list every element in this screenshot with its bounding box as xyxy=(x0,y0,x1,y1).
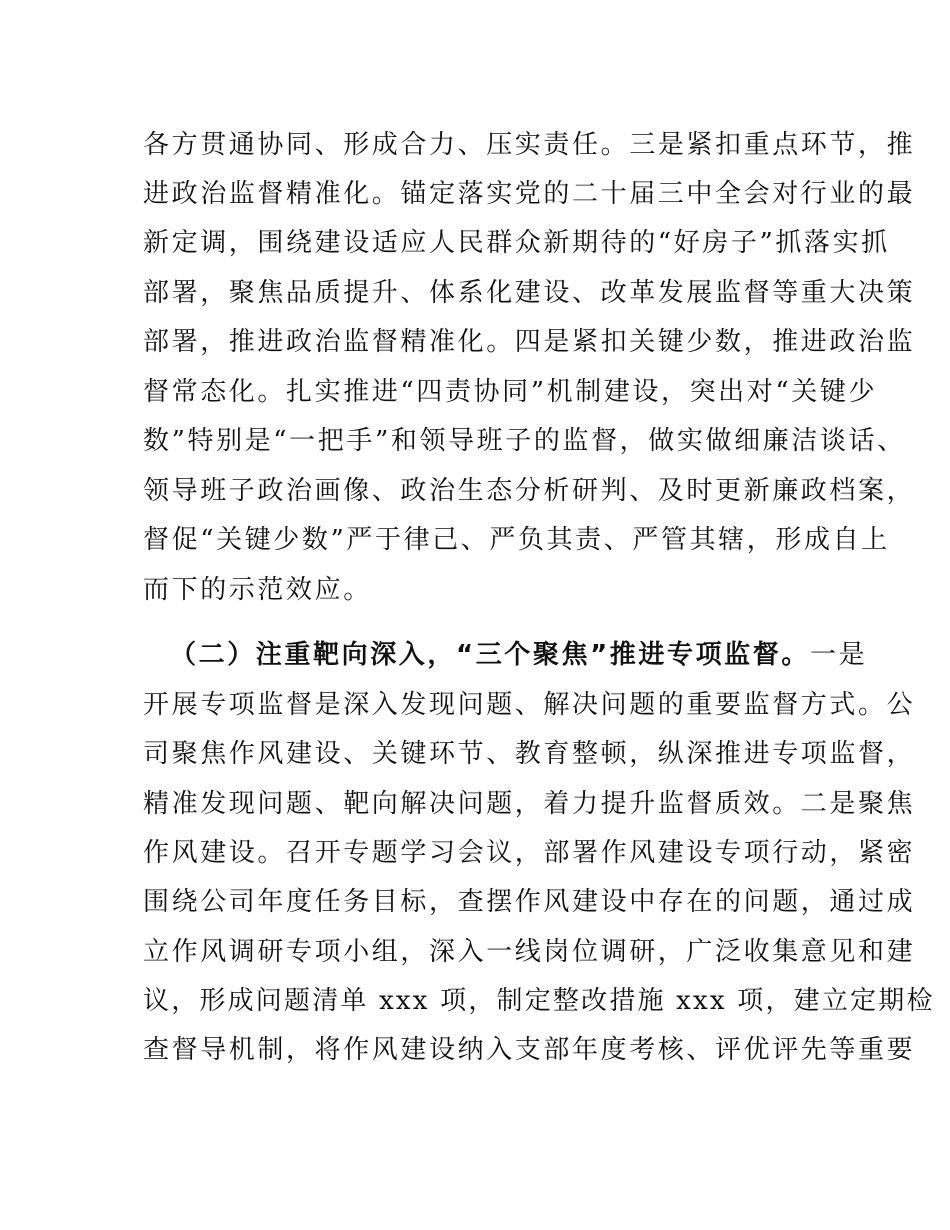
body-text-line: 围绕公司年度任务目标，查摆作风建设中存在的问题，通过成 xyxy=(143,887,916,917)
section-heading: （二）注重靶向深入，“三个聚焦”推进专项监督。 xyxy=(170,640,810,670)
body-text-line: 作风建设。召开专题学习会议，部署作风建设专项行动，紧密 xyxy=(143,838,916,868)
body-text-line: 数”特别是“一把手”和领导班子的监督，做实做细廉洁谈话、 xyxy=(143,426,906,456)
body-text-line: 领导班子政治画像、政治生态分析研判、及时更新廉政档案， xyxy=(143,476,916,506)
body-text-line: 议，形成问题清单 xxx 项，制定整改措施 xxx 项，建立定期检 xyxy=(143,986,935,1016)
body-text-line: 进政治监督精准化。锚定落实党的二十届三中全会对行业的最 xyxy=(143,179,916,209)
body-text-line: 各方贯通协同、形成合力、压实责任。三是紧扣重点环节，推 xyxy=(143,130,916,160)
body-text-line: 查督导机制，将作风建设纳入支部年度考核、评优评先等重要 xyxy=(143,1035,916,1065)
body-text-line: 部署，聚焦品质提升、体系化建设、改革发展监督等重大决策 xyxy=(143,278,916,308)
body-text-line: 立作风调研专项小组，深入一线岗位调研，广泛收集意见和建 xyxy=(143,937,916,967)
body-text-line: 开展专项监督是深入发现问题、解决问题的重要监督方式。公 xyxy=(143,690,916,720)
body-text-line: 部署，推进政治监督精准化。四是紧扣关键少数，推进政治监 xyxy=(143,327,916,357)
body-text-line: 督促“关键少数”严于律己、严负其责、严管其辖，形成自上 xyxy=(143,525,890,555)
heading-line-continuation: 一是 xyxy=(809,640,868,670)
body-text-line: 新定调，围绕建设适应人民群众新期待的“好房子”抓落实抓 xyxy=(143,228,890,258)
body-text-line: 司聚焦作风建设、关键环节、教育整顿，纵深推进专项监督， xyxy=(143,739,916,769)
body-text-line: 精准发现问题、靶向解决问题，着力提升监督质效。二是聚焦 xyxy=(143,789,916,819)
body-text-line: 而下的示范效应。 xyxy=(143,575,372,605)
body-text-line: 督常态化。扎实推进“四责协同”机制建设，突出对“关键少 xyxy=(143,377,878,407)
section-heading-line xyxy=(170,638,867,672)
